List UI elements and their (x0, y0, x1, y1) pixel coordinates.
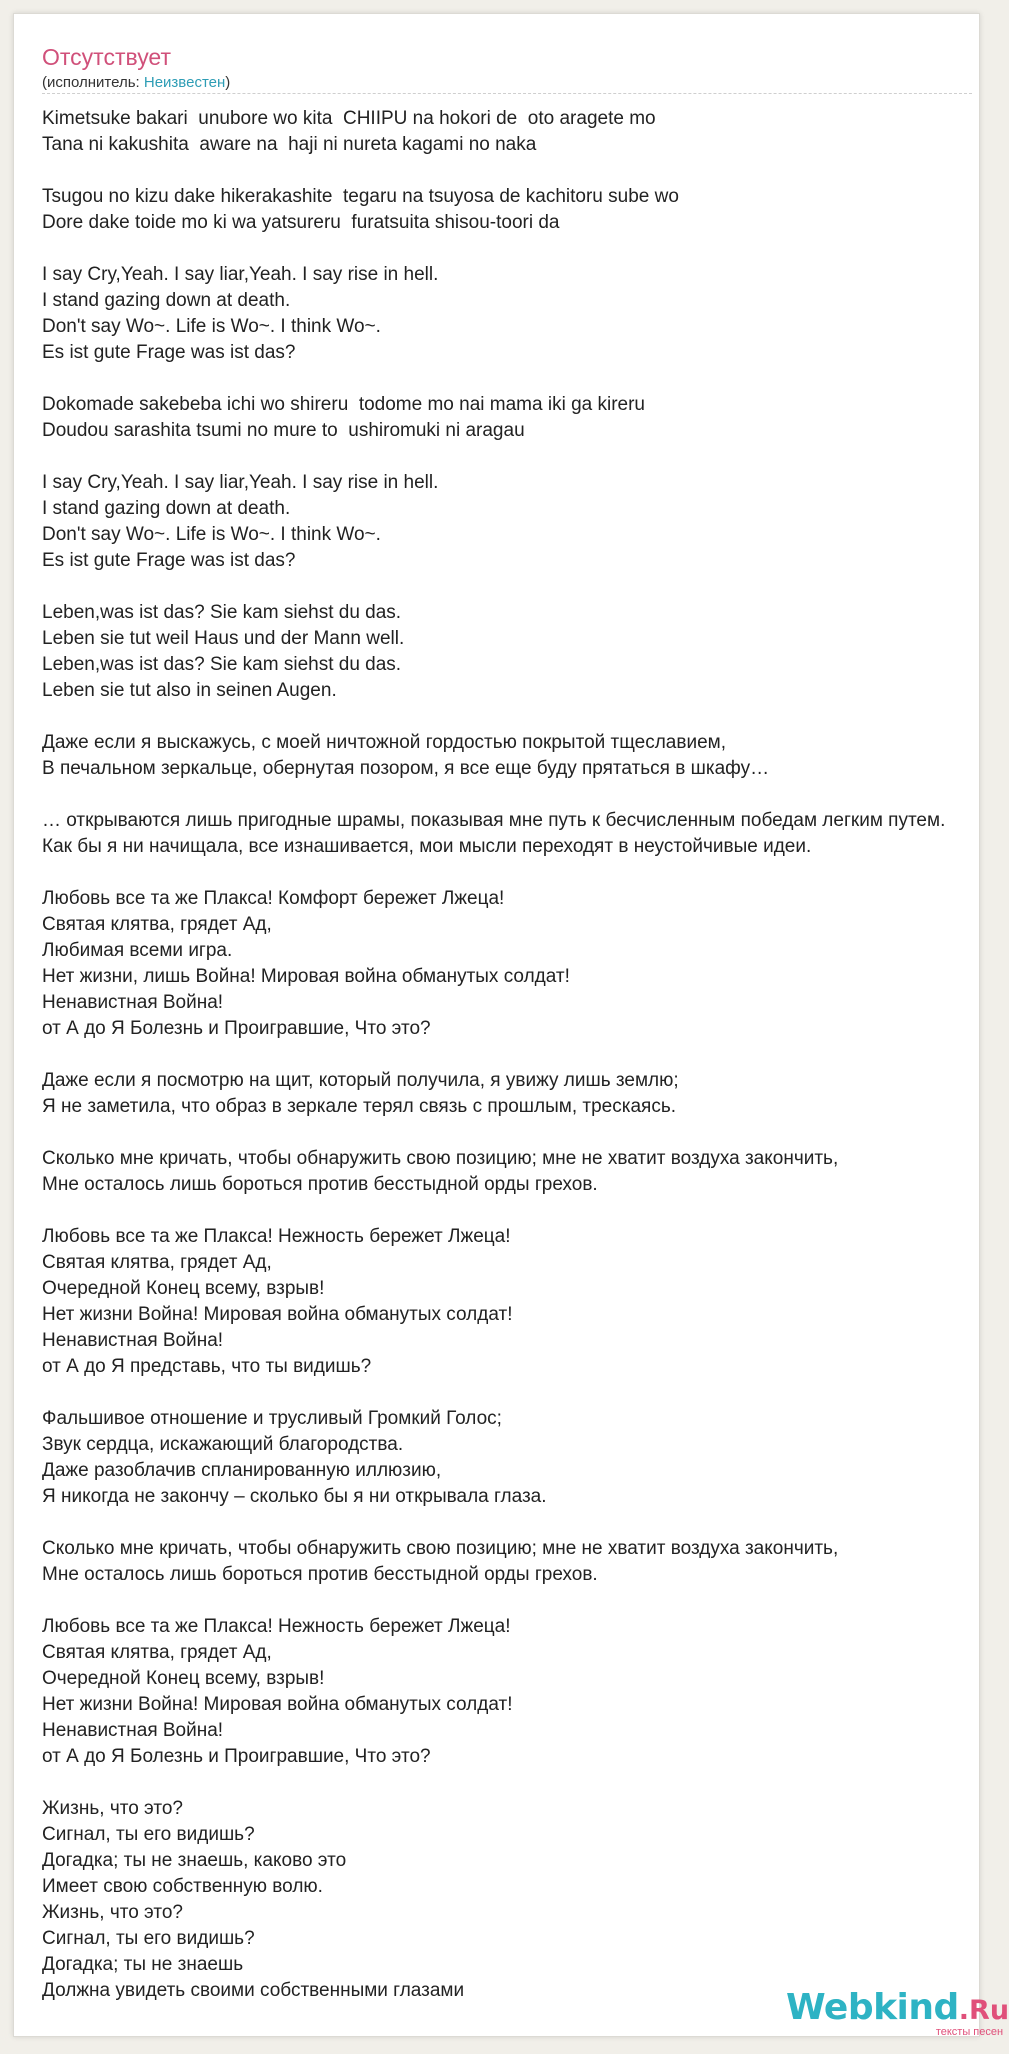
lyrics-line: Догадка; ты не знаешь, каково это (42, 1850, 347, 1871)
song-title: Отсутствует (42, 44, 171, 70)
lyrics-line: В печальном зеркальце, обернутая позором, я все еще буду прятаться в шкафу… (42, 758, 770, 779)
lyrics-line: I say Cry,Yeah. I say liar,Yeah. I say rise in hell. (42, 264, 439, 285)
lyrics-line: от А до Я представь, что ты видишь? (42, 1356, 372, 1377)
lyrics-line: Нет жизни, лишь Война! Мировая война обманутых солдат! (42, 966, 570, 987)
lyrics-line: Dokomade sakebeba ichi wo shireru todome mo nai mama iki ga kireru (42, 394, 645, 415)
lyrics-blank-line (42, 704, 945, 730)
lyrics-blank-line (42, 782, 945, 808)
lyrics-line: Жизнь, что это? (42, 1798, 183, 1819)
lyrics-line: Очередной Конец всему, взрыв! (42, 1278, 325, 1299)
lyrics-line: Don't say Wo~. Life is Wo~. I think Wo~. (42, 316, 381, 337)
lyrics-line: Любимая всеми игра. (42, 940, 233, 961)
lyrics-line: Даже разоблачив спланированную иллюзию, (42, 1460, 442, 1481)
lyrics-line: Leben sie tut also in seinen Augen. (42, 680, 337, 701)
lyrics-blank-line (42, 1198, 945, 1224)
lyrics-line: Don't say Wo~. Life is Wo~. I think Wo~. (42, 524, 381, 545)
lyrics-text (42, 106, 945, 2004)
lyrics-blank-line (42, 1588, 945, 1614)
logo-tagline: тексты песен (935, 2026, 1004, 2038)
lyrics-line: Даже если я посмотрю на щит, который получила, я увижу лишь землю; (42, 1070, 679, 1091)
lyrics-card (13, 13, 1009, 2038)
logo-wordmark: Webkind (786, 1987, 959, 2028)
lyrics-line: Любовь все та же Плакса! Нежность бережет Лжеца! (42, 1226, 511, 1247)
lyrics-line: Doudou sarashita tsumi no mure to ushiromuki ni aragau (42, 420, 525, 441)
lyrics-line: от А до Я Болезнь и Проигравшие, Что это? (42, 1018, 431, 1039)
lyrics-line: от А до Я Болезнь и Проигравшие, Что это? (42, 1746, 431, 1767)
lyrics-line: Leben,was ist das? Sie kam siehst du das. (42, 654, 402, 675)
lyrics-line: I stand gazing down at death. (42, 290, 291, 311)
lyrics-line: Kimetsuke bakari unubore wo kita CHIIPU na hokori de oto aragete mo (42, 108, 656, 129)
lyrics-line: Я никогда не закончу – сколько бы я ни открывала глаза. (42, 1486, 547, 1507)
lyrics-line: Ненавистная Война! (42, 1330, 224, 1351)
lyrics-blank-line (42, 1510, 945, 1536)
lyrics-blank-line (42, 1042, 945, 1068)
artist-link[interactable]: Неизвестен (143, 74, 226, 91)
lyrics-line: Очередной Конец всему, взрыв! (42, 1668, 325, 1689)
lyrics-blank-line (42, 860, 945, 886)
lyrics-line: Мне осталось лишь бороться против бесстыдной орды грехов. (42, 1564, 598, 1585)
lyrics-line: Сигнал, ты его видишь? (42, 1824, 255, 1845)
lyrics-blank-line (42, 1380, 945, 1406)
lyrics-line: I say Cry,Yeah. I say liar,Yeah. I say rise in hell. (42, 472, 439, 493)
lyrics-blank-line (42, 1770, 945, 1796)
lyrics-line: Любовь все та же Плакса! Нежность бережет Лжеца! (42, 1616, 511, 1637)
lyrics-blank-line (42, 444, 945, 470)
lyrics-line: Святая клятва, грядет Ад, (42, 1252, 272, 1273)
lyrics-line: Звук сердца, искажающий благородства. (42, 1434, 404, 1455)
lyrics-line: Leben,was ist das? Sie kam siehst du das. (42, 602, 402, 623)
lyrics-line: Любовь все та же Плакса! Комфорт бережет Лжеца! (42, 888, 505, 909)
lyrics-line: Имеет свою собственную волю. (42, 1876, 323, 1897)
logo-domain: .Ru (958, 1995, 1009, 2026)
lyrics-line: Жизнь, что это? (42, 1902, 183, 1923)
lyrics-line: Ненавистная Война! (42, 1720, 224, 1741)
artist-line (42, 74, 230, 91)
lyrics-blank-line (42, 1120, 945, 1146)
lyrics-blank-line (42, 366, 945, 392)
lyrics-line: Сколько мне кричать, чтобы обнаружить свою позицию; мне не хватит воздуха закончить, (42, 1538, 839, 1559)
divider (42, 93, 972, 94)
lyrics-line: Leben sie tut weil Haus und der Mann well. (42, 628, 405, 649)
lyrics-line: Нет жизни Война! Мировая война обманутых солдат! (42, 1304, 513, 1325)
lyrics-line: I stand gazing down at death. (42, 498, 291, 519)
lyrics-line: Святая клятва, грядет Ад, (42, 914, 272, 935)
lyrics-line: Святая клятва, грядет Ад, (42, 1642, 272, 1663)
lyrics-line: Сколько мне кричать, чтобы обнаружить свою позицию; мне не хватит воздуха закончить, (42, 1148, 839, 1169)
artist-prefix: (исполнитель: (42, 74, 144, 91)
lyrics-line: Мне осталось лишь бороться против бесстыдной орды грехов. (42, 1174, 598, 1195)
lyrics-line: Даже если я выскажусь, с моей ничтожной гордостью покрытой тщеславием, (42, 732, 726, 753)
site-logo[interactable] (786, 1987, 1009, 2038)
lyrics-line: Фальшивое отношение и трусливый Громкий Голос; (42, 1408, 502, 1429)
lyrics-line: Должна увидеть своими собственными глазами (42, 1980, 465, 2001)
artist-suffix: ) (225, 74, 231, 91)
lyrics-line: Tana ni kakushita aware na haji ni nureta kagami no naka (42, 134, 537, 155)
lyrics-line: Es ist gute Frage was ist das? (42, 550, 296, 571)
lyrics-blank-line (42, 236, 945, 262)
lyrics-line: Tsugou no kizu dake hikerakashite tegaru na tsuyosa de kachitoru sube wo (42, 186, 679, 207)
lyrics-line: Я не заметила, что образ в зеркале терял связь с прошлым, трескаясь. (42, 1096, 676, 1117)
lyrics-blank-line (42, 158, 945, 184)
lyrics-line: Сигнал, ты его видишь? (42, 1928, 255, 1949)
lyrics-line: Нет жизни Война! Мировая война обманутых солдат! (42, 1694, 513, 1715)
lyrics-line: … открываются лишь пригодные шрамы, показывая мне путь к бесчисленным победам легким путем. (42, 810, 946, 831)
lyrics-line: Как бы я ни начищала, все изнашивается, мои мысли переходят в неустойчивые идеи. (42, 836, 812, 857)
lyrics-line: Догадка; ты не знаешь (42, 1954, 244, 1975)
lyrics-line: Es ist gute Frage was ist das? (42, 342, 296, 363)
lyrics-line: Dore dake toide mo ki wa yatsureru furatsuita shisou-toori da (42, 212, 560, 233)
lyrics-blank-line (42, 574, 945, 600)
lyrics-line: Ненавистная Война! (42, 992, 224, 1013)
